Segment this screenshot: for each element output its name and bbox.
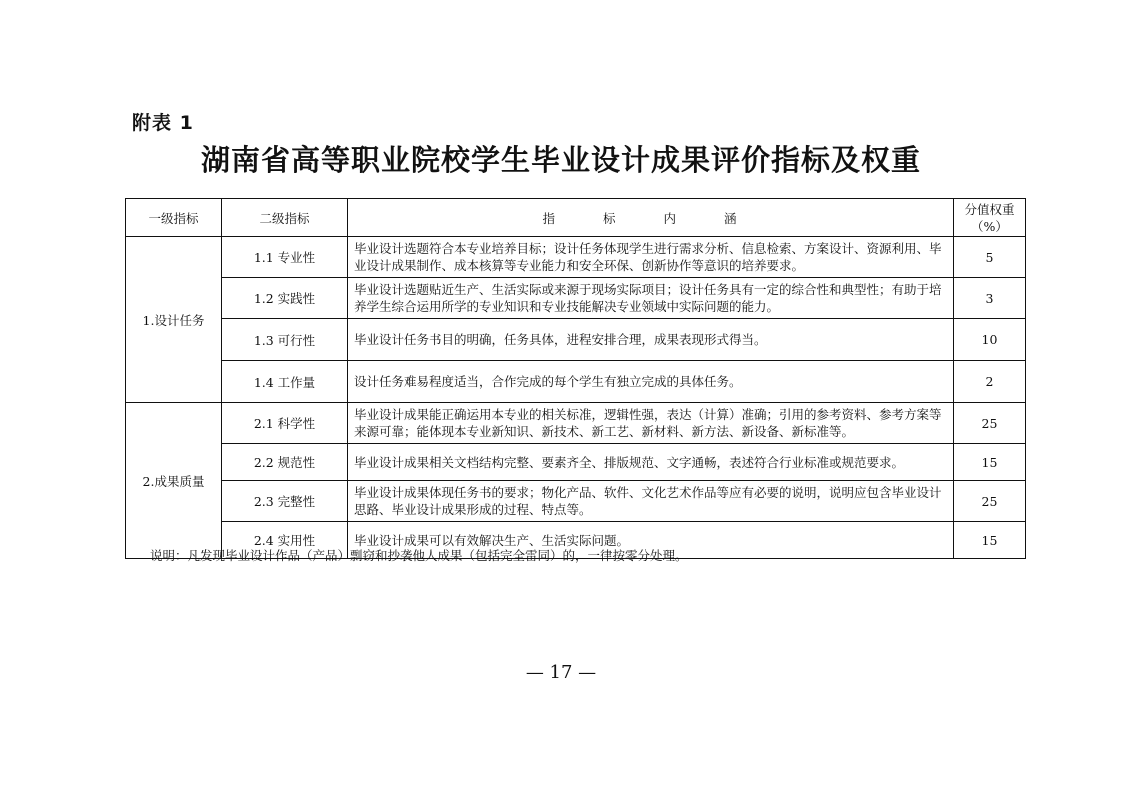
group-name: 2.成果质量 [126,403,222,559]
indicator-cell: 1.1 专业性 [222,237,348,278]
group-name: 1.设计任务 [126,237,222,403]
content-cell: 毕业设计任务书目的明确，任务具体，进程安排合理，成果表现形式得当。 [348,319,954,361]
content-cell: 毕业设计成果可以有效解决生产、生活实际问题。 [348,522,954,559]
indicator-cell: 1.3 可行性 [222,319,348,361]
content-cell: 毕业设计成果相关文档结构完整、要素齐全、排版规范、文字通畅，表述符合行业标准或规范要求。 [348,444,954,481]
weight-cell: 15 [954,522,1026,559]
footnote: 说明：凡发现毕业设计作品（产品）剽窃和抄袭他人成果（包括完全雷同）的，一律按零分处理。 [150,548,688,563]
weight-cell: 3 [954,278,1026,319]
indicator-cell: 2.3 完整性 [222,481,348,522]
header-weight-line1: 分值权重 [964,201,1015,217]
evaluation-table [125,198,1026,559]
table-row [126,319,1026,361]
content-cell: 设计任务难易程度适当，合作完成的每个学生有独立完成的具体任务。 [348,361,954,403]
weight-cell: 5 [954,237,1026,278]
header-weight-line2: （%） [971,218,1008,234]
indicator-cell: 1.4 工作量 [222,361,348,403]
weight-cell: 2 [954,361,1026,403]
indicator-cell: 1.2 实践性 [222,278,348,319]
weight-cell: 25 [954,403,1026,444]
page-number: — 17 — [525,662,597,683]
header-level1: 一级指标 [126,199,222,237]
indicator-cell: 2.4 实用性 [222,522,348,559]
header-level2: 二级指标 [222,199,348,237]
table-row [126,361,1026,403]
weight-cell: 25 [954,481,1026,522]
attachment-label: 附表 1 [132,112,194,134]
table-row [126,237,1026,278]
table-row [126,444,1026,481]
content-cell: 毕业设计成果能正确运用本专业的相关标准，逻辑性强，表达（计算）准确；引用的参考资料、参考方案等来源可靠；能体现本专业新知识、新技术、新工艺、新材料、新方法、新设备、新标准等。 [348,403,954,444]
document-title: 湖南省高等职业院校学生毕业设计成果评价指标及权重 [200,143,921,177]
content-cell: 毕业设计选题符合本专业培养目标；设计任务体现学生进行需求分析、信息检索、方案设计、资源利用、毕业设计成果制作、成本核算等专业能力和安全环保、创新协作等意识的培养要求。 [348,237,954,278]
header-content: 指 标 内 涵 [348,199,954,237]
content-cell: 毕业设计选题贴近生产、生活实际或来源于现场实际项目；设计任务具有一定的综合性和典型性；有助于培养学生综合运用所学的专业知识和专业技能解决专业领域中实际问题的能力。 [348,278,954,319]
weight-cell: 10 [954,319,1026,361]
table-row [126,481,1026,522]
table-row [126,403,1026,444]
indicator-cell: 2.1 科学性 [222,403,348,444]
table-row [126,278,1026,319]
weight-cell: 15 [954,444,1026,481]
table-header-row [126,199,1026,237]
content-cell: 毕业设计成果体现任务书的要求；物化产品、软件、文化艺术作品等应有必要的说明，说明应包含毕业设计思路、毕业设计成果形成的过程、特点等。 [348,481,954,522]
header-weight [954,199,1026,237]
indicator-cell: 2.2 规范性 [222,444,348,481]
